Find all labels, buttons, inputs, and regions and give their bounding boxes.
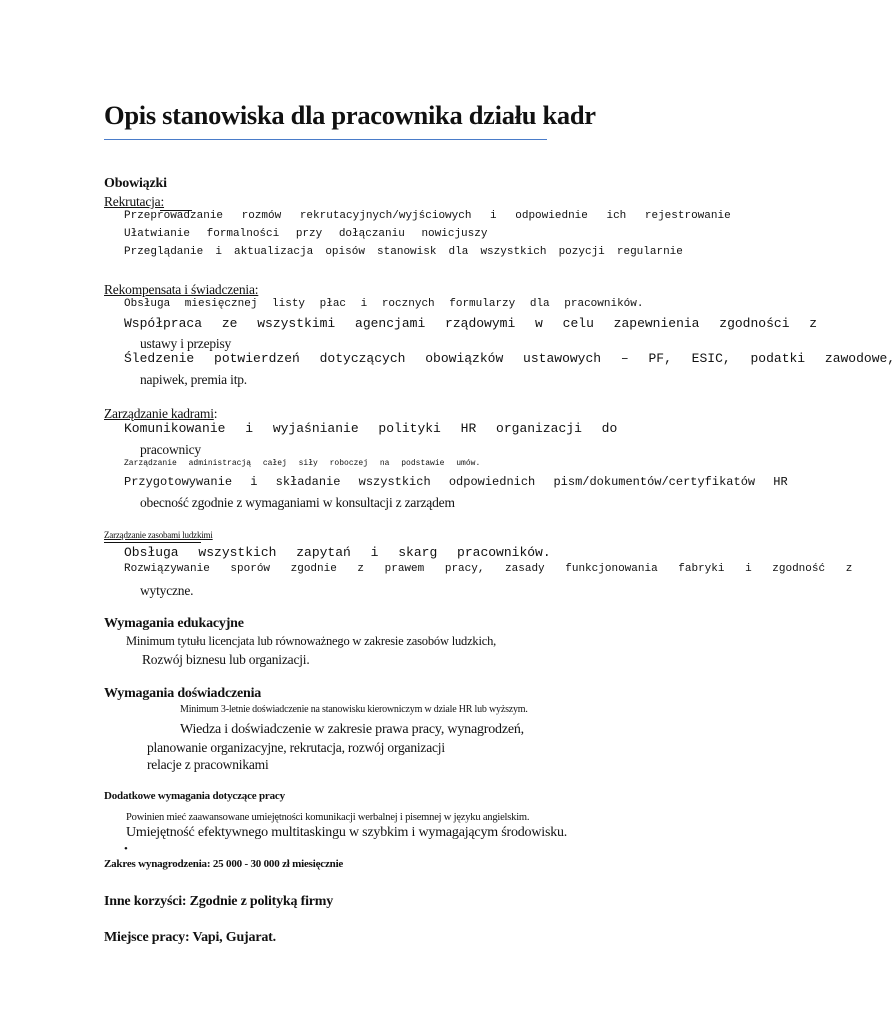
hr-management-item-1: Obsługa wszystkich zapytań i skarg pracowników. — [124, 545, 551, 560]
recruitment-heading: Rekrutacja: — [104, 194, 165, 209]
experience-item-1: Minimum 3-letnie doświadczenie na stanowisku kierowniczym w dziale HR lub wyższym. — [180, 704, 528, 715]
compensation-item-1: Obsługa miesięcznej listy płac i rocznych formularzy dla pracowników. — [124, 298, 644, 310]
staff-management-item-1: Komunikowanie i wyjaśnianie polityki HR organizacji do — [124, 421, 618, 436]
document-title: Opis stanowiska dla pracownika działu kadr — [104, 100, 596, 130]
title-underline — [104, 139, 547, 140]
experience-item-2: Wiedza i doświadczenie w zakresie prawa pracy, wynagrodzeń, — [180, 722, 524, 737]
recruitment-item-1: Przeprowadzanie rozmów rekrutacyjnych/wyjściowych i odpowiednie ich rejestrowanie — [124, 210, 731, 222]
additional-item-1: Powinien mieć zaawansowane umiejętności komunikacji werbalnej i pisemnej w języku angielskim. — [126, 812, 530, 823]
compensation-item-2-cont: ustawy i przepisy — [140, 336, 232, 351]
education-item-1-row — [124, 634, 496, 649]
experience-heading: Wymagania doświadczenia — [104, 686, 262, 701]
additional-item-1-row — [124, 810, 529, 823]
salary-range: Zakres wynagrodzenia: 25 000 - 30 000 zł miesięcznie — [104, 858, 344, 870]
other-benefits: Inne korzyści: Zgodnie z polityką firmy — [104, 894, 334, 909]
additional-item-2: Umiejętność efektywnego multitaskingu w szybkim i wymagającym środowisku. — [126, 825, 568, 840]
education-item-1: Minimum tytułu licencjata lub równoważnego w zakresie zasobów ludzkich, — [126, 634, 497, 648]
bullet-dot: • — [124, 843, 128, 855]
work-location: Miejsce pracy: Vapi, Gujarat. — [104, 930, 276, 945]
staff-management-item-3: Przygotowywanie i składanie wszystkich odpowiednich pism/dokumentów/certyfikatów HR — [124, 475, 788, 489]
staff-management-heading-wrap — [104, 406, 217, 422]
staff-management-heading-colon: : — [213, 406, 218, 421]
staff-management-item-2: Zarządzanie administracją całej siły roboczej na podstawie umów. — [124, 459, 481, 468]
recruitment-item-2: Ułatwianie formalności przy dołączaniu nowicjuszy — [124, 228, 488, 240]
experience-item-2-cont-2: relacje z pracownikami — [147, 757, 269, 772]
hr-management-item-2: Rozwiązywanie sporów zgodnie z prawem pracy, zasady funkcjonowania fabryki i zgodność z — [124, 563, 853, 575]
compensation-heading: Rekompensata i świadczenia: — [104, 282, 259, 297]
compensation-item-3: Śledzenie potwierdzeń dotyczących obowiązków ustawowych – PF, ESIC, podatki zawodowe, — [124, 351, 895, 366]
staff-management-item-3-cont: obecność zgodnie z wymaganiami w konsultacji z zarządem — [140, 495, 455, 510]
education-heading: Wymagania edukacyjne — [104, 616, 244, 631]
hr-management-item-2-cont: wytyczne. — [140, 583, 194, 598]
education-item-1-cont: Rozwój biznesu lub organizacji. — [142, 652, 310, 667]
experience-item-2-cont-1: planowanie organizacyjne, rekrutacja, rozwój organizacji — [147, 740, 445, 755]
compensation-item-2: Współpraca ze wszystkimi agencjami rządowymi w celu zapewnienia zgodności z — [124, 316, 818, 331]
staff-management-heading: Zarządzanie kadrami — [104, 406, 214, 421]
hr-management-heading: Zarządzanie zasobami ludzkimi — [104, 530, 213, 540]
compensation-item-3-cont: napiwek, premia itp. — [140, 372, 247, 387]
duties-heading: Obowiązki — [104, 176, 167, 191]
recruitment-item-3: Przeglądanie i aktualizacja opisów stanowisk dla wszystkich pozycji regularnie — [124, 246, 683, 258]
additional-item-2-row — [124, 825, 567, 841]
additional-heading: Dodatkowe wymagania dotyczące pracy — [104, 790, 285, 802]
staff-management-item-1-cont: pracownicy — [140, 442, 201, 457]
hr-management-heading-underline — [104, 542, 201, 543]
